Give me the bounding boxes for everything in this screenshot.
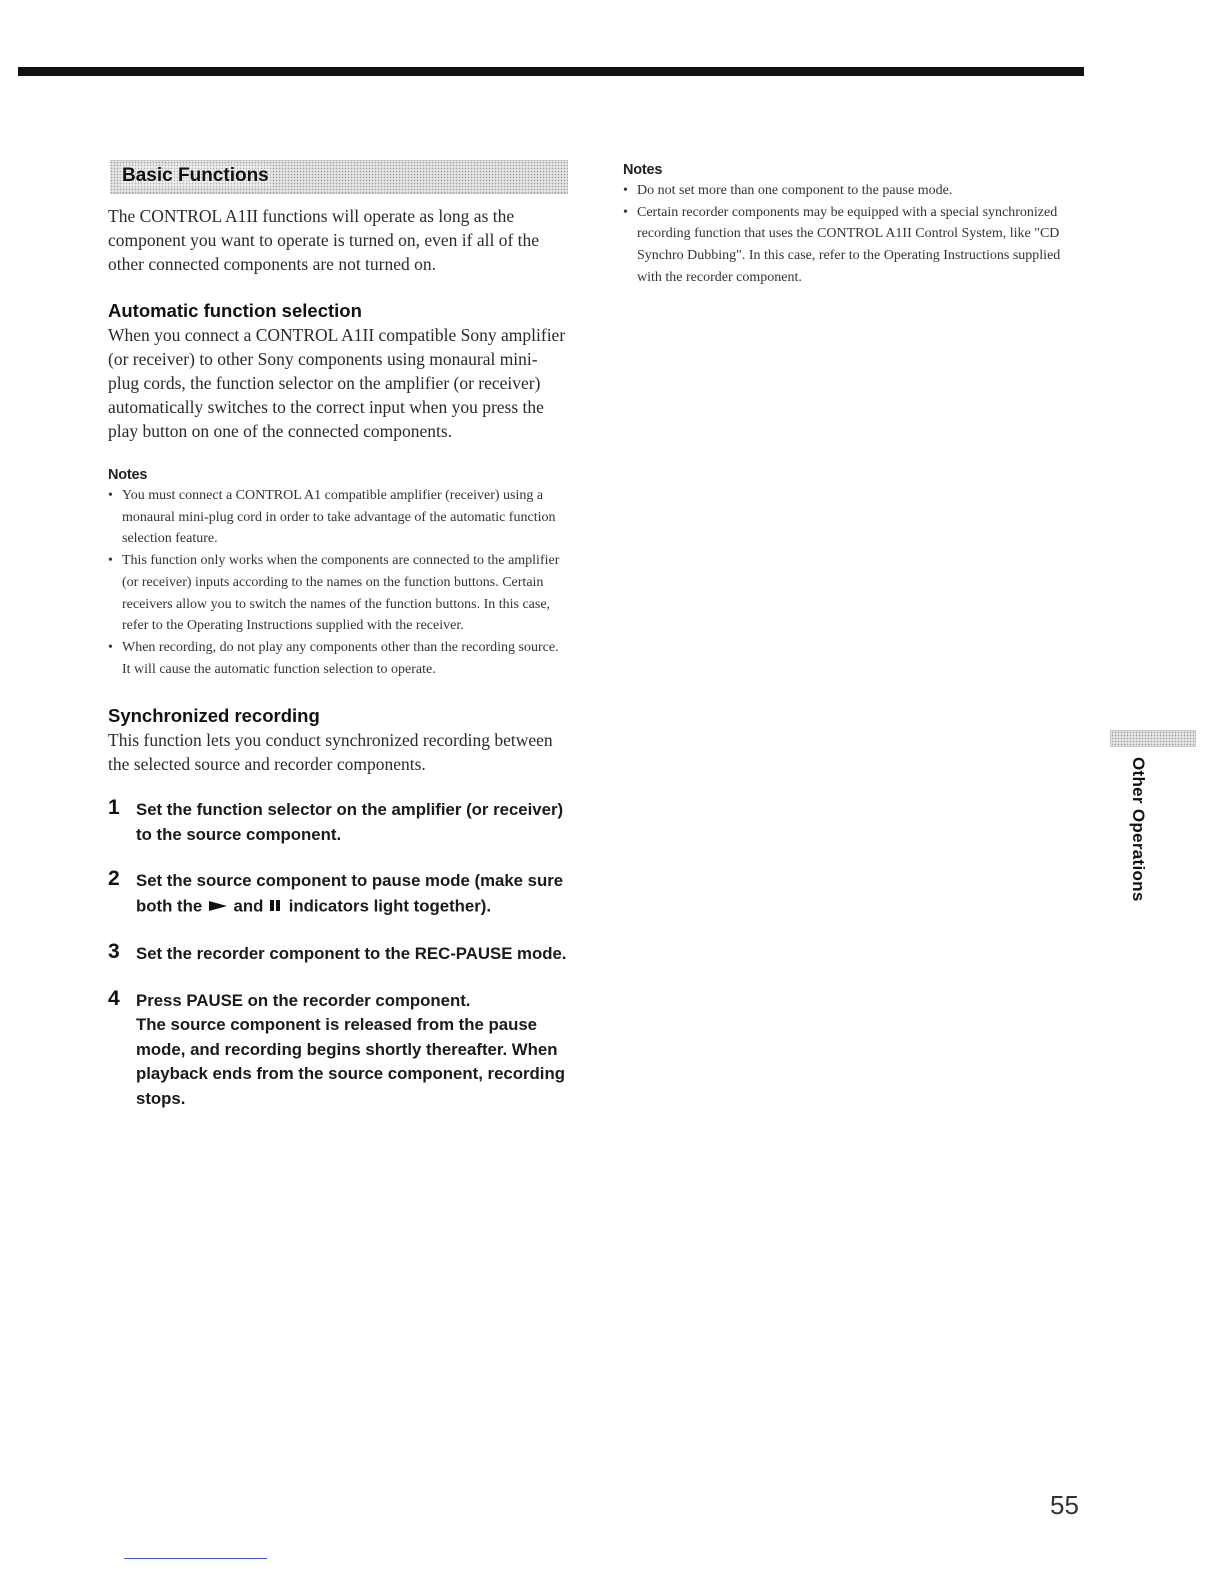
sync-recording-heading: Synchronized recording xyxy=(108,705,320,727)
notes-label: Notes xyxy=(623,162,663,178)
note-item: • This function only works when the components are connected to the amplifier (or receiver) inputs according to the names on the function buttons. Certain receivers allow you to switch the names of the function buttons. In this case, refer to the Operating Instructions supplied with the receiver. xyxy=(108,550,568,637)
step-text-part: and xyxy=(233,896,264,916)
step-number: 2 xyxy=(108,867,120,891)
side-tab-label: Other Operations xyxy=(1129,757,1148,902)
intro-paragraph: The CONTROL A1II functions will operate as long as the component you want to operate is turned on, even if all of the other connected components are not turned on. xyxy=(108,206,540,274)
step-text: Set the function selector on the amplifier (or receiver) to the source component. xyxy=(136,800,564,844)
right-notes-list xyxy=(623,180,1078,289)
step-text-part: indicators light together). xyxy=(288,896,492,916)
side-tab-marker xyxy=(1110,730,1196,747)
step-detail: The source component is released from the pause mode, and recording begins shortly thereafter. When playback ends from the source component, recording stops. xyxy=(136,1015,565,1108)
sync-recording-body: This function lets you conduct synchronized recording between the selected source and recorder components. xyxy=(108,730,553,775)
step-text xyxy=(136,869,568,920)
page-number: 55 xyxy=(1050,1490,1079,1520)
note-item: • You must connect a CONTROL A1 compatible amplifier (receiver) using a monaural mini-plug cord in order to take advantage of the automatic function selection feature. xyxy=(108,485,568,550)
step-item xyxy=(108,942,568,967)
step-text: Set the recorder component to the REC-PAUSE mode. xyxy=(136,944,567,964)
left-column xyxy=(108,160,568,1133)
step-number: 4 xyxy=(108,986,120,1010)
play-icon xyxy=(209,901,227,911)
auto-function-heading: Automatic function selection xyxy=(108,300,362,321)
step-text-part: Set the source component to pause mode (make sure both the xyxy=(136,871,564,916)
top-rule xyxy=(18,67,1084,76)
steps-list xyxy=(108,798,568,1111)
bottom-rule xyxy=(124,1558,267,1559)
note-item: • Do not set more than one component to the pause mode. xyxy=(623,180,1078,202)
notes-label: Notes xyxy=(108,467,148,483)
auto-notes-list xyxy=(108,485,568,680)
section-title: Basic Functions xyxy=(122,165,269,186)
step-item xyxy=(108,986,568,1112)
note-item: • When recording, do not play any components other than the recording source. It will cause the automatic function selection to operate. xyxy=(108,637,568,680)
step-item xyxy=(108,869,568,920)
note-item: • Certain recorder components may be equipped with a special synchronized recording function that uses the CONTROL A1II Control System, like "CD Synchro Dubbing". In this case, refer to the Operating Instructions supplied with the recorder component. xyxy=(623,202,1078,289)
auto-function-body: When you connect a CONTROL A1II compatible Sony amplifier (or receiver) to other Sony components using monaural mini-plug cords, the function selector on the amplifier (or receiver) automatically switches to the correct input when you press the play button on one of the connected components. xyxy=(108,325,566,441)
right-column xyxy=(623,160,1078,289)
step-number: 1 xyxy=(108,796,120,820)
step-number: 3 xyxy=(108,940,120,964)
pause-icon xyxy=(270,894,282,919)
step-item xyxy=(108,798,568,847)
step-text: Press PAUSE on the recorder component. xyxy=(136,990,471,1010)
section-banner xyxy=(110,160,568,194)
